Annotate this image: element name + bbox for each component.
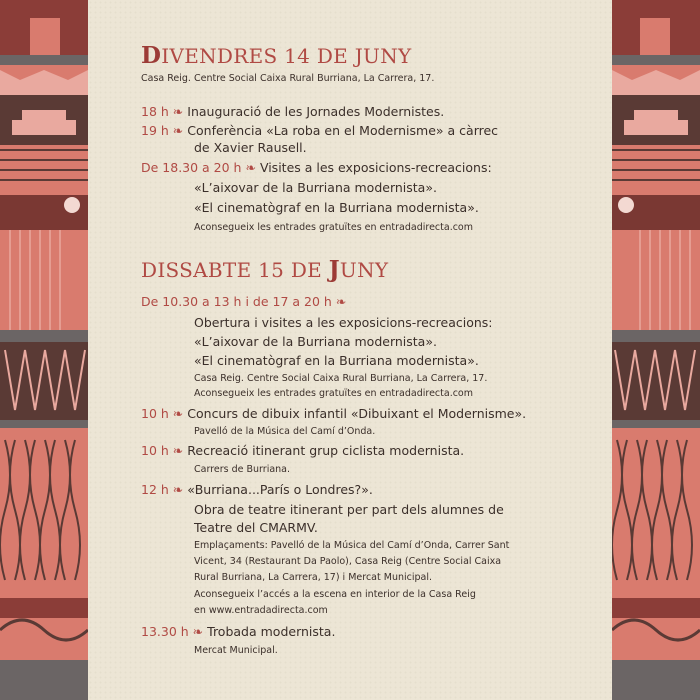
day2-item-4 (141, 482, 373, 497)
event-note: Rural Burriana, La Carrera, 17) i Mercat Municipal. (194, 572, 432, 583)
event-note: Aconsegueix l’accés a la escena en interior de la Casa Reig (194, 589, 476, 600)
event-text: Inauguració de les Jornades Modernistes. (187, 104, 445, 119)
day1-decorative-initial: D (141, 42, 162, 69)
day2-item-2 (141, 406, 526, 421)
day1-title: IVENDRES 14 DE JUNY (161, 44, 412, 68)
event-line: «L’aixovar de la Burriana modernista». (194, 180, 437, 195)
event-line: Teatre del CMARMV. (194, 520, 318, 535)
event-note: en www.entradadirecta.com (194, 605, 328, 616)
event-line: «El cinematògraf en la Burriana modernista». (194, 200, 479, 215)
event-note: Mercat Municipal. (194, 645, 278, 656)
time-label: 12 h (141, 482, 169, 497)
day2-item-3 (141, 443, 464, 458)
event-line: Obra de teatre itinerant per part dels alumnes de (194, 502, 504, 517)
leaf-ornament-icon: ❧ (172, 104, 184, 119)
day2-item-1 (141, 294, 346, 309)
time-label: 19 h (141, 123, 169, 138)
event-note: Pavelló de la Música del Camí d’Onda. (194, 426, 376, 437)
time-label: 18 h (141, 104, 169, 119)
event-line: Obertura i visites a les exposicions-recreacions: (194, 315, 493, 330)
decorative-border-right (612, 0, 700, 700)
time-label: De 10.30 a 13 h i de 17 a 20 h (141, 294, 332, 309)
event-text-continuation: de Xavier Rausell. (194, 140, 307, 155)
time-label: 10 h (141, 406, 169, 421)
event-line: «L’aixovar de la Burriana modernista». (194, 334, 437, 349)
time-label: 10 h (141, 443, 169, 458)
event-note: Casa Reig. Centre Social Caixa Rural Burriana, La Carrera, 17. (194, 373, 488, 384)
day2-item-5 (141, 624, 335, 639)
event-note: Carrers de Burriana. (194, 464, 291, 475)
leaf-ornament-icon: ❧ (192, 624, 204, 639)
event-note: Aconsegueix les entrades gratuïtes en entradadirecta.com (194, 388, 474, 399)
day1-item-3 (141, 160, 492, 175)
event-note: Vicent, 34 (Restaurant Da Paolo), Casa Reig (Centre Social Caixa (194, 556, 502, 567)
day1-venue: Casa Reig. Centre Social Caixa Rural Burriana, La Carrera, 17. (141, 73, 435, 84)
event-note: Emplaçaments: Pavelló de la Música del Camí d’Onda, Carrer Sant (194, 540, 510, 551)
event-text: Concurs de dibuix infantil «Dibuixant el Modernisme». (187, 406, 527, 421)
day2-decorative-initial: J (328, 256, 340, 283)
leaf-ornament-icon: ❧ (335, 294, 347, 309)
time-label: De 18.30 a 20 h (141, 160, 242, 175)
event-text: «Burriana...París o Londres?». (187, 482, 373, 497)
day1-item-2 (141, 123, 498, 138)
leaf-ornament-icon: ❧ (172, 482, 184, 497)
day2-title-end: UNY (339, 258, 389, 282)
leaf-ornament-icon: ❧ (172, 443, 184, 458)
day2-heading (141, 256, 388, 283)
day2-title-start: DISSABTE 15 DE (141, 258, 329, 282)
event-text: Conferència «La roba en el Modernisme» a càrrec (187, 123, 499, 138)
event-text: Visites a les exposicions-recreacions: (259, 160, 492, 175)
leaf-ornament-icon: ❧ (172, 123, 184, 138)
time-label: 13.30 h (141, 624, 189, 639)
decorative-border-left (0, 0, 88, 700)
event-text: Recreació itinerant grup ciclista modernista. (187, 443, 465, 458)
day1-item-1 (141, 104, 444, 119)
event-line: «El cinematògraf en la Burriana modernista». (194, 353, 479, 368)
leaf-ornament-icon: ❧ (172, 406, 184, 421)
event-text: Trobada modernista. (207, 624, 336, 639)
event-note: Aconsegueix les entrades gratuïtes en entradadirecta.com (194, 222, 474, 233)
day1-heading (141, 42, 412, 69)
leaf-ornament-icon: ❧ (245, 160, 256, 175)
